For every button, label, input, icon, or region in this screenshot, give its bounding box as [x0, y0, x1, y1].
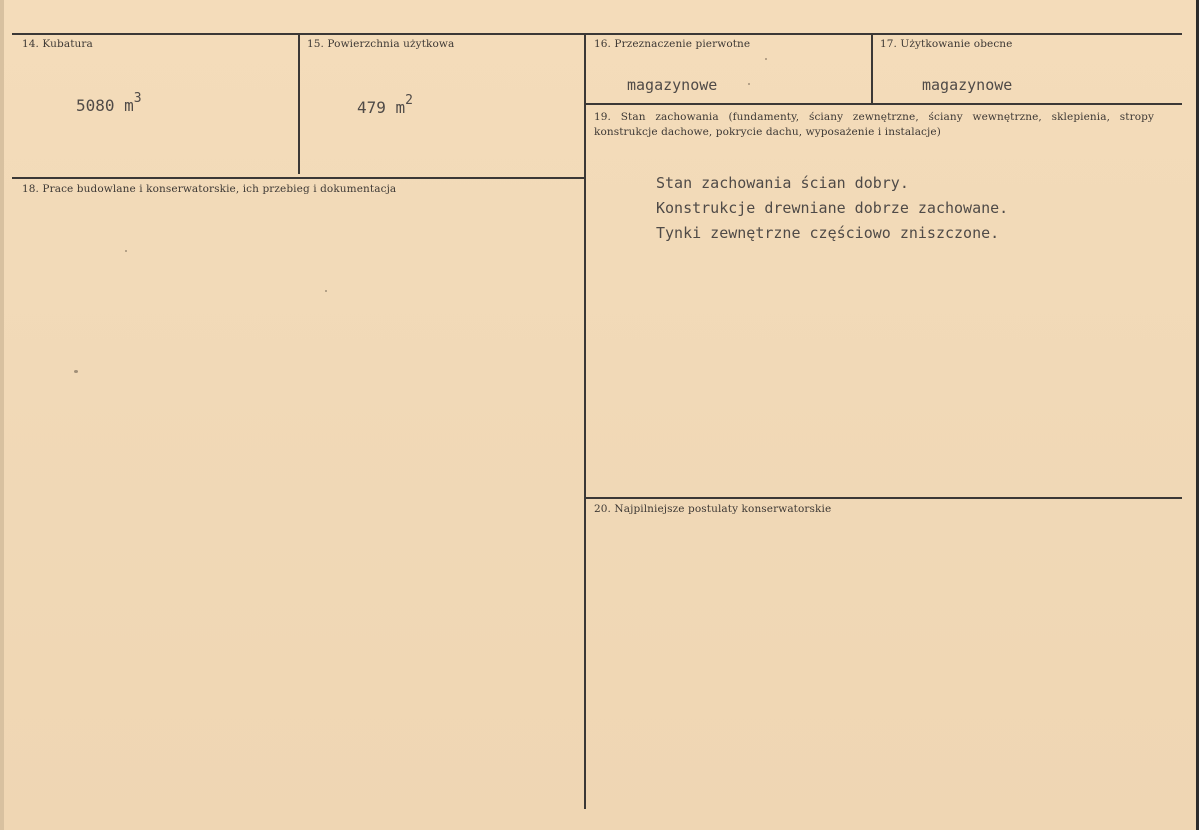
card-edge [0, 0, 4, 830]
field-17-label: 17. Użytkowanie obecne [880, 38, 1013, 50]
top-border-line [12, 33, 1182, 35]
field-20-label: 20. Najpilniejsze postulaty konserwatorskie [594, 503, 832, 515]
field-19-line-1: Stan zachowania ścian dobry. [656, 174, 909, 192]
paper-speck [74, 370, 78, 373]
field-15-label: 15. Powierzchnia użytkowa [307, 38, 455, 50]
paper-speck [125, 250, 127, 252]
divider-under-16-17 [585, 103, 1182, 105]
divider-under-14-15 [12, 177, 584, 179]
paper-speck [325, 290, 327, 292]
field-14-value [76, 91, 142, 115]
divider-center [584, 34, 586, 809]
paper-speck [748, 83, 750, 85]
divider-under-19 [585, 497, 1182, 499]
field-19-line-2: Konstrukcje drewniane dobrze zachowane. [656, 199, 1009, 217]
field-14-number: 5080 m [76, 96, 134, 115]
field-16-label: 16. Przeznaczenie pierwotne [594, 38, 751, 50]
field-16-value: magazynowe [627, 76, 718, 94]
field-14-exponent: 3 [133, 91, 142, 106]
field-19-label: 19. Stan zachowania (fundamenty, ściany zewnętrzne, ściany wewnętrzne, sklepienia, stropy konstrukcje dachowe, pokrycie dachu, wyposażenie i instalacje) [594, 111, 1154, 138]
field-19-line-3: Tynki zewnętrzne częściowo zniszczone. [656, 224, 1000, 242]
field-14-label: 14. Kubatura [22, 38, 93, 50]
field-18-label: 18. Prace budowlane i konserwatorskie, ich przebieg i dokumentacja [22, 183, 397, 195]
paper-speck [765, 58, 767, 60]
divider-14-15 [298, 34, 300, 174]
field-15-value [357, 93, 413, 117]
field-17-value: magazynowe [922, 76, 1013, 94]
field-15-number: 479 m [357, 98, 406, 117]
divider-16-17 [871, 34, 873, 104]
field-15-exponent: 2 [405, 93, 413, 108]
